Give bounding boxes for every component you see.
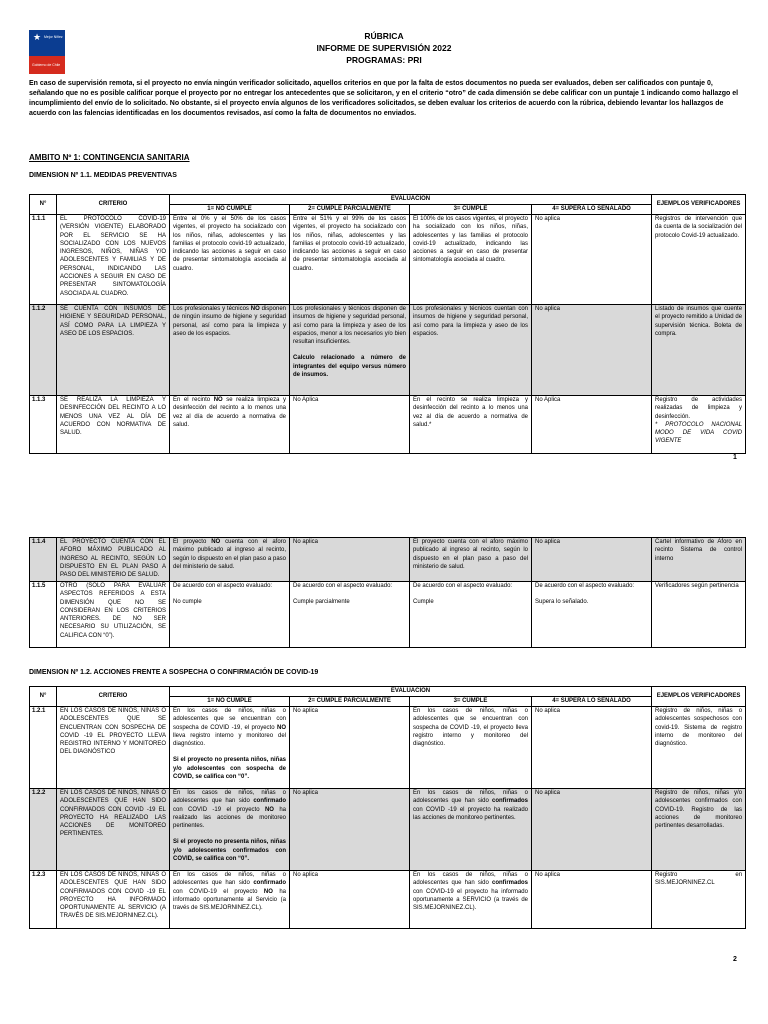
logo-subtext: Gobierno de Chile: [32, 63, 61, 67]
doc-title: RÚBRICA: [364, 31, 404, 41]
col-evaluacion: EVALUACIÓN: [170, 687, 652, 697]
page-number: 2: [733, 956, 737, 963]
criterio-cell: EN LOS CASOS DE NIÑOS, NIÑAS O ADOLESCENTES QUE SE ENCUENTRAN CON SOSPECHA DE COVID -19 EL PROYECTO LLEVA REGISTRO INTERNO Y MONITOREO DEL DIAGNÓSTICO: [57, 707, 170, 789]
table-row: 1.2.1 EN LOS CASOS DE NIÑOS, NIÑAS O ADOLESCENTES QUE SE ENCUENTRAN CON SOSPECHA DE COVID -19 EL PROYECTO LLEVA REGISTRO INTERNO Y MONITOREO DEL DIAGNÓSTICO En los casos de niños, niñas o adolescentes que se encuentran con sospecha de COVID -19, el proyecto NO lleva registro interno y monitoreo del diagnóstico. Si el proyecto no presenta niños, niñas y/o adolescentes con sospecha de COVID, se califica con “0”. No aplica En los casos de niños, niñas o adolescentes que se encuentran con sospecha de COVID -19, el proyecto lleva registro interno y monitoreo del diagnóstico. No aplica Registro de niños, niñas o adolescentes sospechosos con covid-19. Sistema de registro interno de monitoreo del diagnóstico.: [30, 707, 746, 789]
col-supera: 4= SUPERA LO SEÑALADO: [532, 697, 652, 707]
table-row: 1.2.3 EN LOS CASOS DE NIÑOS, NIÑAS O ADOLESCENTES QUE HAN SIDO CONFIRMADOS CON COVID -19 EL PROYECTO HA INFORMADO OPORTUNAMENTE AL SERVICIO (A TRAVÉS DE SIS.MEJORNINEZ.CL). En los casos de niños, niñas o adolescentes que han sido confirmado con COVID-19 el proyecto NO ha informado oportunamente al Servicio (a través de SIS.MEJORNINEZ.CL). No aplica En los casos de niños, niñas o adolescentes que han sido confirmados con COVID-19 el proyecto ha informado oportunamente a SERVICIO (a través de SIS.MEJORNINEZ.CL). No aplica Registro en SIS.MEJORNINEZ.CL: [30, 871, 746, 929]
criterio-cell: EL PROYECTO CUENTA CON EL AFORO MÁXIMO PUBLICADO AL INGRESO AL RECINTO, SEGÚN LO DISPUESTO EN EL PLAN PASO A PASO DEL MINISTERIO DE SALUD.: [57, 538, 170, 582]
table-row: 1.1.2 SE CUENTA CON INSUMOS DE HIGIENE Y SEGURIDAD PERSONAL, ASÍ COMO PARA LA LIMPIEZA Y ASEO DE LOS ESPACIOS. Los profesionales y técnicos NO disponen de ningún insumo de higiene y seguridad personal, así como para la limpieza y aseo de los espacios. Los profesionales y técnicos disponen de insumos de higiene y seguridad personal, así como para la limpieza y aseo de los espacios, menor a los necesarios y/o bien resultan insuficientes. Calculo relacionado a número de integrantes del equipo versus número de insumos. Los profesionales y técnicos cuentan con insumos de higiene y seguridad personal, así como para la limpieza y aseo de los espacios. No aplica Listado de insumos que cuente el proyecto remitido a Unidad de supervisión técnica. Boleta de compra.: [30, 305, 746, 396]
rubric-table-1-2: [29, 686, 746, 929]
col-ejemplos: EJEMPLOS VERIFICADORES: [652, 687, 746, 707]
table-row: 1.1.5 OTRO (SOLO PARA EVALUAR ASPECTOS REFERIDOS A ESTA DIMENSIÓN QUE NO SE CONSIDERAN EN LOS CRITERIOS ANTERIORES. DE NO SER NECESARIO SU UTILIZACIÓN, SE CALIFICA CON “0”). De acuerdo con el aspecto evaluado: No cumple De acuerdo con el aspecto evaluado: Cumple parcialmente De acuerdo con el aspecto evaluado: Cumple De acuerdo con el aspecto evaluado: Supera lo señalado. Verificadores según pertinencia: [30, 582, 746, 648]
col-supera: 4= SUPERA LO SEÑALADO: [532, 205, 652, 215]
col-ejemplos: EJEMPLOS VERIFICADORES: [652, 195, 746, 215]
doc-program: PROGRAMAS: PRI: [346, 55, 422, 65]
criterio-cell: SE CUENTA CON INSUMOS DE HIGIENE Y SEGURIDAD PERSONAL, ASÍ COMO PARA LA LIMPIEZA Y ASEO DE LOS ESPACIOS.: [57, 305, 170, 396]
col-no-cumple: 1= NO CUMPLE: [170, 205, 290, 215]
col-cumple: 3= CUMPLE: [410, 697, 532, 707]
doc-subtitle: INFORME DE SUPERVISIÓN 2022: [316, 43, 452, 53]
table-row: 1.1.1 EL PROTOCOLO COVID-19 (VERSIÓN VIGENTE) ELABORADO POR EL SERVICIO SE HA SOCIALIZADO CON LOS NUEVOS INGRESOS, NIÑOS, NIÑAS Y/O ADOLESCENTES Y FAMILIAS Y DE PERSONAL, INDICANDO LAS ACCIONES A SEGUIR EN CASO DE PRESENTAR SINTOMATOLOGÍA ASOCIADA AL CUADRO. Entre el 0% y el 50% de los casos vigentes, el proyecto ha socializado con los niños, niñas, adolescentes y las familias el protocolo covid-19 actualizado, indicando las acciones a seguir en caso de presentar sintomatología asociada al cuadro. Entre el 51% y el 99% de los casos vigentes, el proyecto ha socializado con los niños, niñas, adolescentes y las familias el protocolo covid-19 actualizado, indicando las acciones a seguir en caso de presentar sintomatología asociada al cuadro. El 100% de los casos vigentes, el proyecto ha socializado con los niños, niñas, adolescentes y las familias el protocolo covid-19 actualizado, indicando las acciones a seguir en caso de presentar sintomatología asociada al cuadro. No aplica Registros de intervención que da cuenta de la socialización del protocolo Covid-19 actualizado.: [30, 215, 746, 305]
criterio-cell: OTRO (SOLO PARA EVALUAR ASPECTOS REFERIDOS A ESTA DIMENSIÓN QUE NO SE CONSIDERAN EN LOS CRITERIOS ANTERIORES. DE NO SER NECESARIO SU UTILIZACIÓN, SE CALIFICA CON “0”).: [57, 582, 170, 648]
col-criterio: CRITERIO: [57, 195, 170, 215]
col-cumple-parcialmente: 2= CUMPLE PARCIALMENTE: [290, 697, 410, 707]
table-row: 1.1.3 SE REALIZA LA LIMPIEZA Y DESINFECCIÓN DEL RECINTO A LO MENOS UNA VEZ AL DÍA DE ACUERDO CON NORMATIVA DE SALUD. En el recinto NO se realiza limpieza y desinfección del recinto a lo menos una vez al día de acuerdo a normativa de salud. No Aplica En el recinto se realiza limpieza y desinfección del recinto a lo menos una vez al día de acuerdo a normativa de salud.* No Aplica Registro de actividades realizadas de limpieza y desinfección. * PROTOCOLO NACIONAL MODO DE VIDA COVID VIGENTE: [30, 396, 746, 454]
rubric-table-1-1: [29, 194, 746, 454]
page-number: 1: [733, 454, 737, 461]
criterio-cell: EL PROTOCOLO COVID-19 (VERSIÓN VIGENTE) ELABORADO POR EL SERVICIO SE HA SOCIALIZADO CON LOS NUEVOS INGRESOS, NIÑOS, NIÑAS Y/O ADOLESCENTES Y FAMILIAS Y DE PERSONAL, INDICANDO LAS ACCIONES A SEGUIR EN CASO DE PRESENTAR SINTOMATOLOGÍA ASOCIADA AL CUADRO.: [57, 215, 170, 305]
col-criterio: CRITERIO: [57, 687, 170, 707]
col-n: N°: [30, 687, 57, 707]
table-row: 1.1.4 EL PROYECTO CUENTA CON EL AFORO MÁXIMO PUBLICADO AL INGRESO AL RECINTO, SEGÚN LO DISPUESTO EN EL PLAN PASO A PASO DEL MINISTERIO DE SALUD. El proyecto NO cuenta con el aforo máximo publicado al ingreso al recinto, según lo dispuesto en el plan paso a paso del ministerio de salud. No aplica El proyecto cuenta con el aforo máximo publicado al ingreso al recinto, según lo dispuesto en el plan paso a paso del ministerio de salud. No aplica Cartel informativo de Aforo en recinto Sistema de control interno: [30, 538, 746, 582]
intro-paragraph: En caso de supervisión remota, si el proyecto no envía ningún verificador solicitado, aquellos criterios en que por la falta de estos documentos no pueda ser evaluados, deben ser calificados con puntaje 0, señalando que no es posible calificar porque el proyecto por no entregar los antecedentes que se solicitaron, y en el criterio “otro” de cada dimensión se debe calificar con un puntaje 1 indicando como hallazgo el incumplimiento del envío de lo solicitado. No obstante, si el proyecto envía algunos de los verificadores solicitados, se deben evaluar los criterios de acuerdo con la rúbrica, debiendo levantar los hallazgos de acuerdo con las falencias identificadas en los documentos revisados, así como la falta de documentos no enviados.: [29, 80, 739, 117]
criterio-cell: EN LOS CASOS DE NIÑOS, NIÑAS O ADOLESCENTES QUE HAN SIDO CONFIRMADOS CON COVID -19 EL PROYECTO HA INFORMADO OPORTUNAMENTE AL SERVICIO (A TRAVÉS DE SIS.MEJORNINEZ.CL).: [57, 871, 170, 929]
logo-text: Mejor Niñez: [44, 35, 63, 39]
dimension-1-2-title: DIMENSION Nº 1.2. ACCIONES FRENTE A SOSPECHA O CONFIRMACIÓN DE COVID-19: [29, 669, 319, 676]
col-n: N°: [30, 195, 57, 215]
rubric-table-1-1-cont: [29, 537, 746, 648]
col-no-cumple: 1= NO CUMPLE: [170, 697, 290, 707]
criterio-cell: SE REALIZA LA LIMPIEZA Y DESINFECCIÓN DEL RECINTO A LO MENOS UNA VEZ AL DÍA DE ACUERDO CON NORMATIVA DE SALUD.: [57, 396, 170, 454]
dimension-1-1-title: DIMENSION Nº 1.1. MEDIDAS PREVENTIVAS: [29, 172, 177, 179]
criterio-cell: EN LOS CASOS DE NIÑOS, NIÑAS O ADOLESCENTES QUE HAN SIDO CONFIRMADOS CON COVID -19 EL PROYECTO HA REALIZADO LAS ACCIONES DE MONITOREO PERTINENTES.: [57, 789, 170, 871]
col-cumple-parcialmente: 2= CUMPLE PARCIALMENTE: [290, 205, 410, 215]
col-cumple: 3= CUMPLE: [410, 205, 532, 215]
col-evaluacion: EVALUACIÓN: [170, 195, 652, 205]
table-row: 1.2.2 EN LOS CASOS DE NIÑOS, NIÑAS O ADOLESCENTES QUE HAN SIDO CONFIRMADOS CON COVID -19 EL PROYECTO HA REALIZADO LAS ACCIONES DE MONITOREO PERTINENTES. En los casos de niños, niñas o adolescentes que han sido confirmado con COVID -19 el proyecto NO ha realizado las acciones de monitoreo pertinentes. Si el proyecto no presenta niños, niñas y/o adolescentes confirmados con COVID, se califica con “0”. No aplica En los casos de niños, niñas o adolescentes que han sido confirmados con COVID -19 el proyecto ha realizado las acciones de monitoreo pertinentes. No aplica Registro de niños, niñas y/o adolescentes confirmados con COVID-19. Registro de las acciones de monitoreo pertinentes desarrolladas.: [30, 789, 746, 871]
star-icon: ★: [33, 32, 42, 42]
ambito-title: AMBITO Nº 1: CONTINGENCIA SANITARIA: [29, 153, 190, 162]
